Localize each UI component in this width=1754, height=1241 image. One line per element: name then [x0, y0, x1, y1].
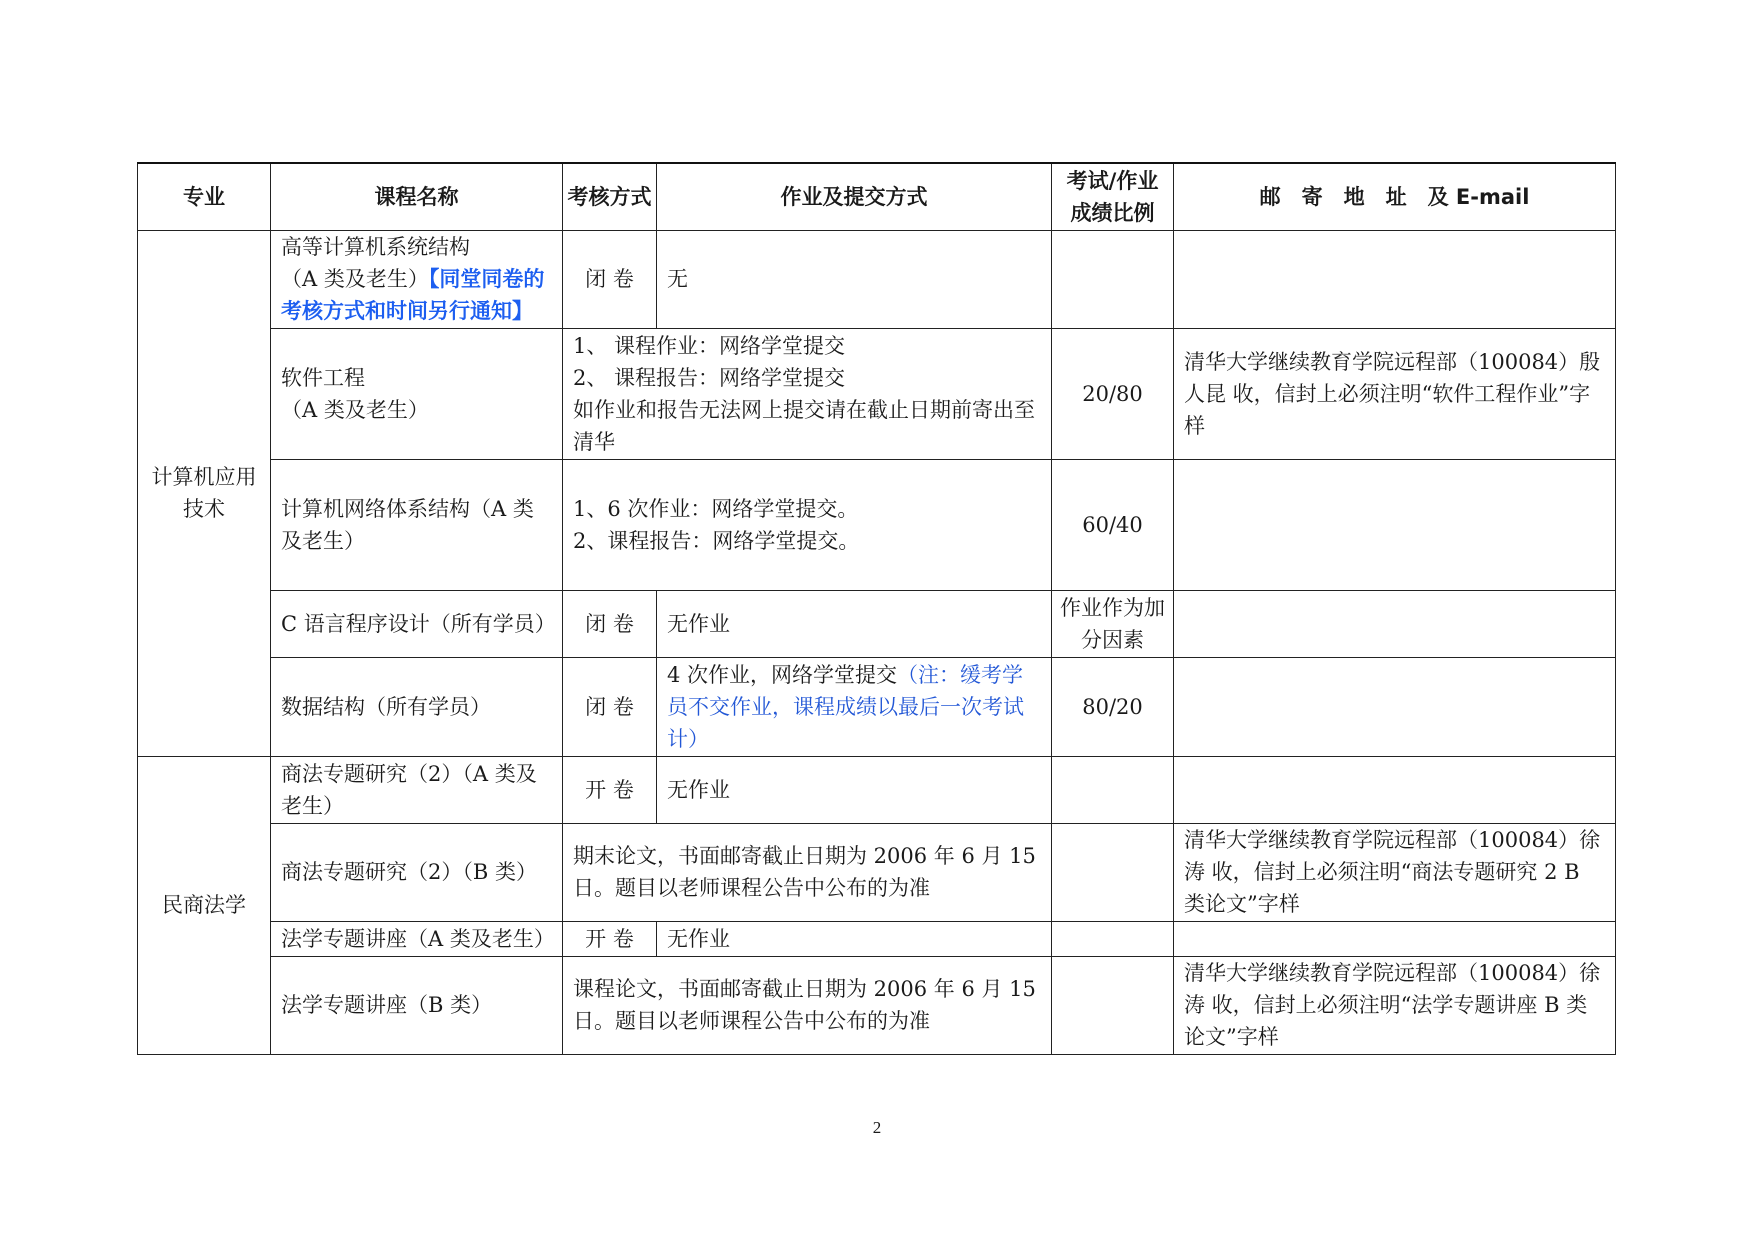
course-name: 软件工程 — [281, 365, 365, 390]
course-note: 【同堂同卷的考核方式和时间另行通知】 — [281, 267, 545, 323]
exam-cell: 闭 卷 — [563, 657, 657, 756]
course-cell: 计算机网络体系结构（A 类及老生） — [271, 459, 563, 590]
table-row — [138, 459, 1616, 590]
major-cell-law: 民商法学 — [138, 756, 271, 1054]
header-homework: 作业及提交方式 — [657, 163, 1052, 230]
header-course: 课程名称 — [271, 163, 563, 230]
homework-cell: 无 — [657, 230, 1052, 328]
homework-item: 1、6 次作业：网络学堂提交。 — [573, 496, 859, 521]
major-cell-cs: 计算机应用技术 — [138, 230, 271, 756]
homework-cell — [657, 657, 1052, 756]
exam-cell: 闭 卷 — [563, 590, 657, 657]
table-row — [138, 328, 1616, 459]
homework-item: 2、课程报告：网络学堂提交。 — [573, 528, 860, 553]
table-row — [138, 756, 1616, 823]
ratio-cell — [1052, 956, 1174, 1054]
homework-item: 1、 课程作业：网络学堂提交 — [573, 333, 846, 358]
ratio-cell: 80/20 — [1052, 657, 1174, 756]
course-category: （A 类及老生） — [281, 267, 429, 291]
course-cell: 数据结构（所有学员） — [271, 657, 563, 756]
homework-cell: 无作业 — [657, 756, 1052, 823]
exam-cell: 开 卷 — [563, 756, 657, 823]
ratio-cell — [1052, 756, 1174, 823]
header-row — [138, 163, 1616, 230]
address-cell: 清华大学继续教育学院远程部（100084）徐涛 收，信封上必须注明“商法专题研究 2 B 类论文”字样 — [1174, 823, 1616, 921]
course-cell: 商法专题研究（2）（A 类及老生） — [271, 756, 563, 823]
homework-cell: 期末论文，书面邮寄截止日期为 2006 年 6 月 15 日。题目以老师课程公告中公布的为准 — [563, 823, 1052, 921]
homework-cell — [563, 459, 1052, 590]
homework-text: 4 次作业，网络学堂提交 — [667, 662, 898, 687]
course-cell: 法学专题讲座（A 类及老生） — [271, 921, 563, 956]
address-cell — [1174, 590, 1616, 657]
ratio-cell: 20/80 — [1052, 328, 1174, 459]
course-cell: 法学专题讲座（B 类） — [271, 956, 563, 1054]
address-cell — [1174, 230, 1616, 328]
ratio-cell: 作业作为加分因素 — [1052, 590, 1174, 657]
ratio-cell — [1052, 823, 1174, 921]
header-exam-mode: 考核方式 — [563, 163, 657, 230]
homework-cell — [563, 328, 1052, 459]
address-cell — [1174, 756, 1616, 823]
course-cell — [271, 328, 563, 459]
table-row — [138, 956, 1616, 1054]
table-row — [138, 590, 1616, 657]
course-name: 高等计算机系统结构 — [281, 235, 470, 259]
homework-item: 2、 课程报告：网络学堂提交 — [573, 365, 846, 390]
exam-cell: 开 卷 — [563, 921, 657, 956]
address-cell — [1174, 921, 1616, 956]
table-row — [138, 230, 1616, 328]
course-cell: 商法专题研究（2）（B 类） — [271, 823, 563, 921]
homework-cell: 无作业 — [657, 921, 1052, 956]
course-cell — [271, 230, 563, 328]
homework-cell: 课程论文，书面邮寄截止日期为 2006 年 6 月 15 日。题目以老师课程公告中公布的为准 — [563, 956, 1052, 1054]
homework-note: 如作业和报告无法网上提交请在截止日期前寄出至清华 — [573, 397, 1035, 454]
address-cell — [1174, 459, 1616, 590]
homework-cell: 无作业 — [657, 590, 1052, 657]
course-cell: C 语言程序设计（所有学员） — [271, 590, 563, 657]
address-cell: 清华大学继续教育学院远程部（100084）徐涛 收，信封上必须注明“法学专题讲座 B 类论文”字样 — [1174, 956, 1616, 1054]
course-category: （A 类及老生） — [281, 397, 429, 422]
header-major: 专业 — [138, 163, 271, 230]
ratio-cell — [1052, 230, 1174, 328]
header-ratio: 考试/作业成绩比例 — [1052, 163, 1174, 230]
table-row — [138, 921, 1616, 956]
table-row — [138, 657, 1616, 756]
ratio-cell: 60/40 — [1052, 459, 1174, 590]
ratio-cell — [1052, 921, 1174, 956]
course-table — [137, 162, 1616, 1055]
homework-note: （注：缓考学员不交作业，课程成绩以最后一次考试计） — [667, 662, 1024, 751]
header-address: 邮 寄 地 址 及 E-mail — [1174, 163, 1616, 230]
address-cell — [1174, 657, 1616, 756]
exam-cell: 闭 卷 — [563, 230, 657, 328]
page-number: 2 — [872, 1118, 882, 1137]
address-cell: 清华大学继续教育学院远程部（100084）殷人昆 收，信封上必须注明“软件工程作业”字样 — [1174, 328, 1616, 459]
table-row — [138, 823, 1616, 921]
